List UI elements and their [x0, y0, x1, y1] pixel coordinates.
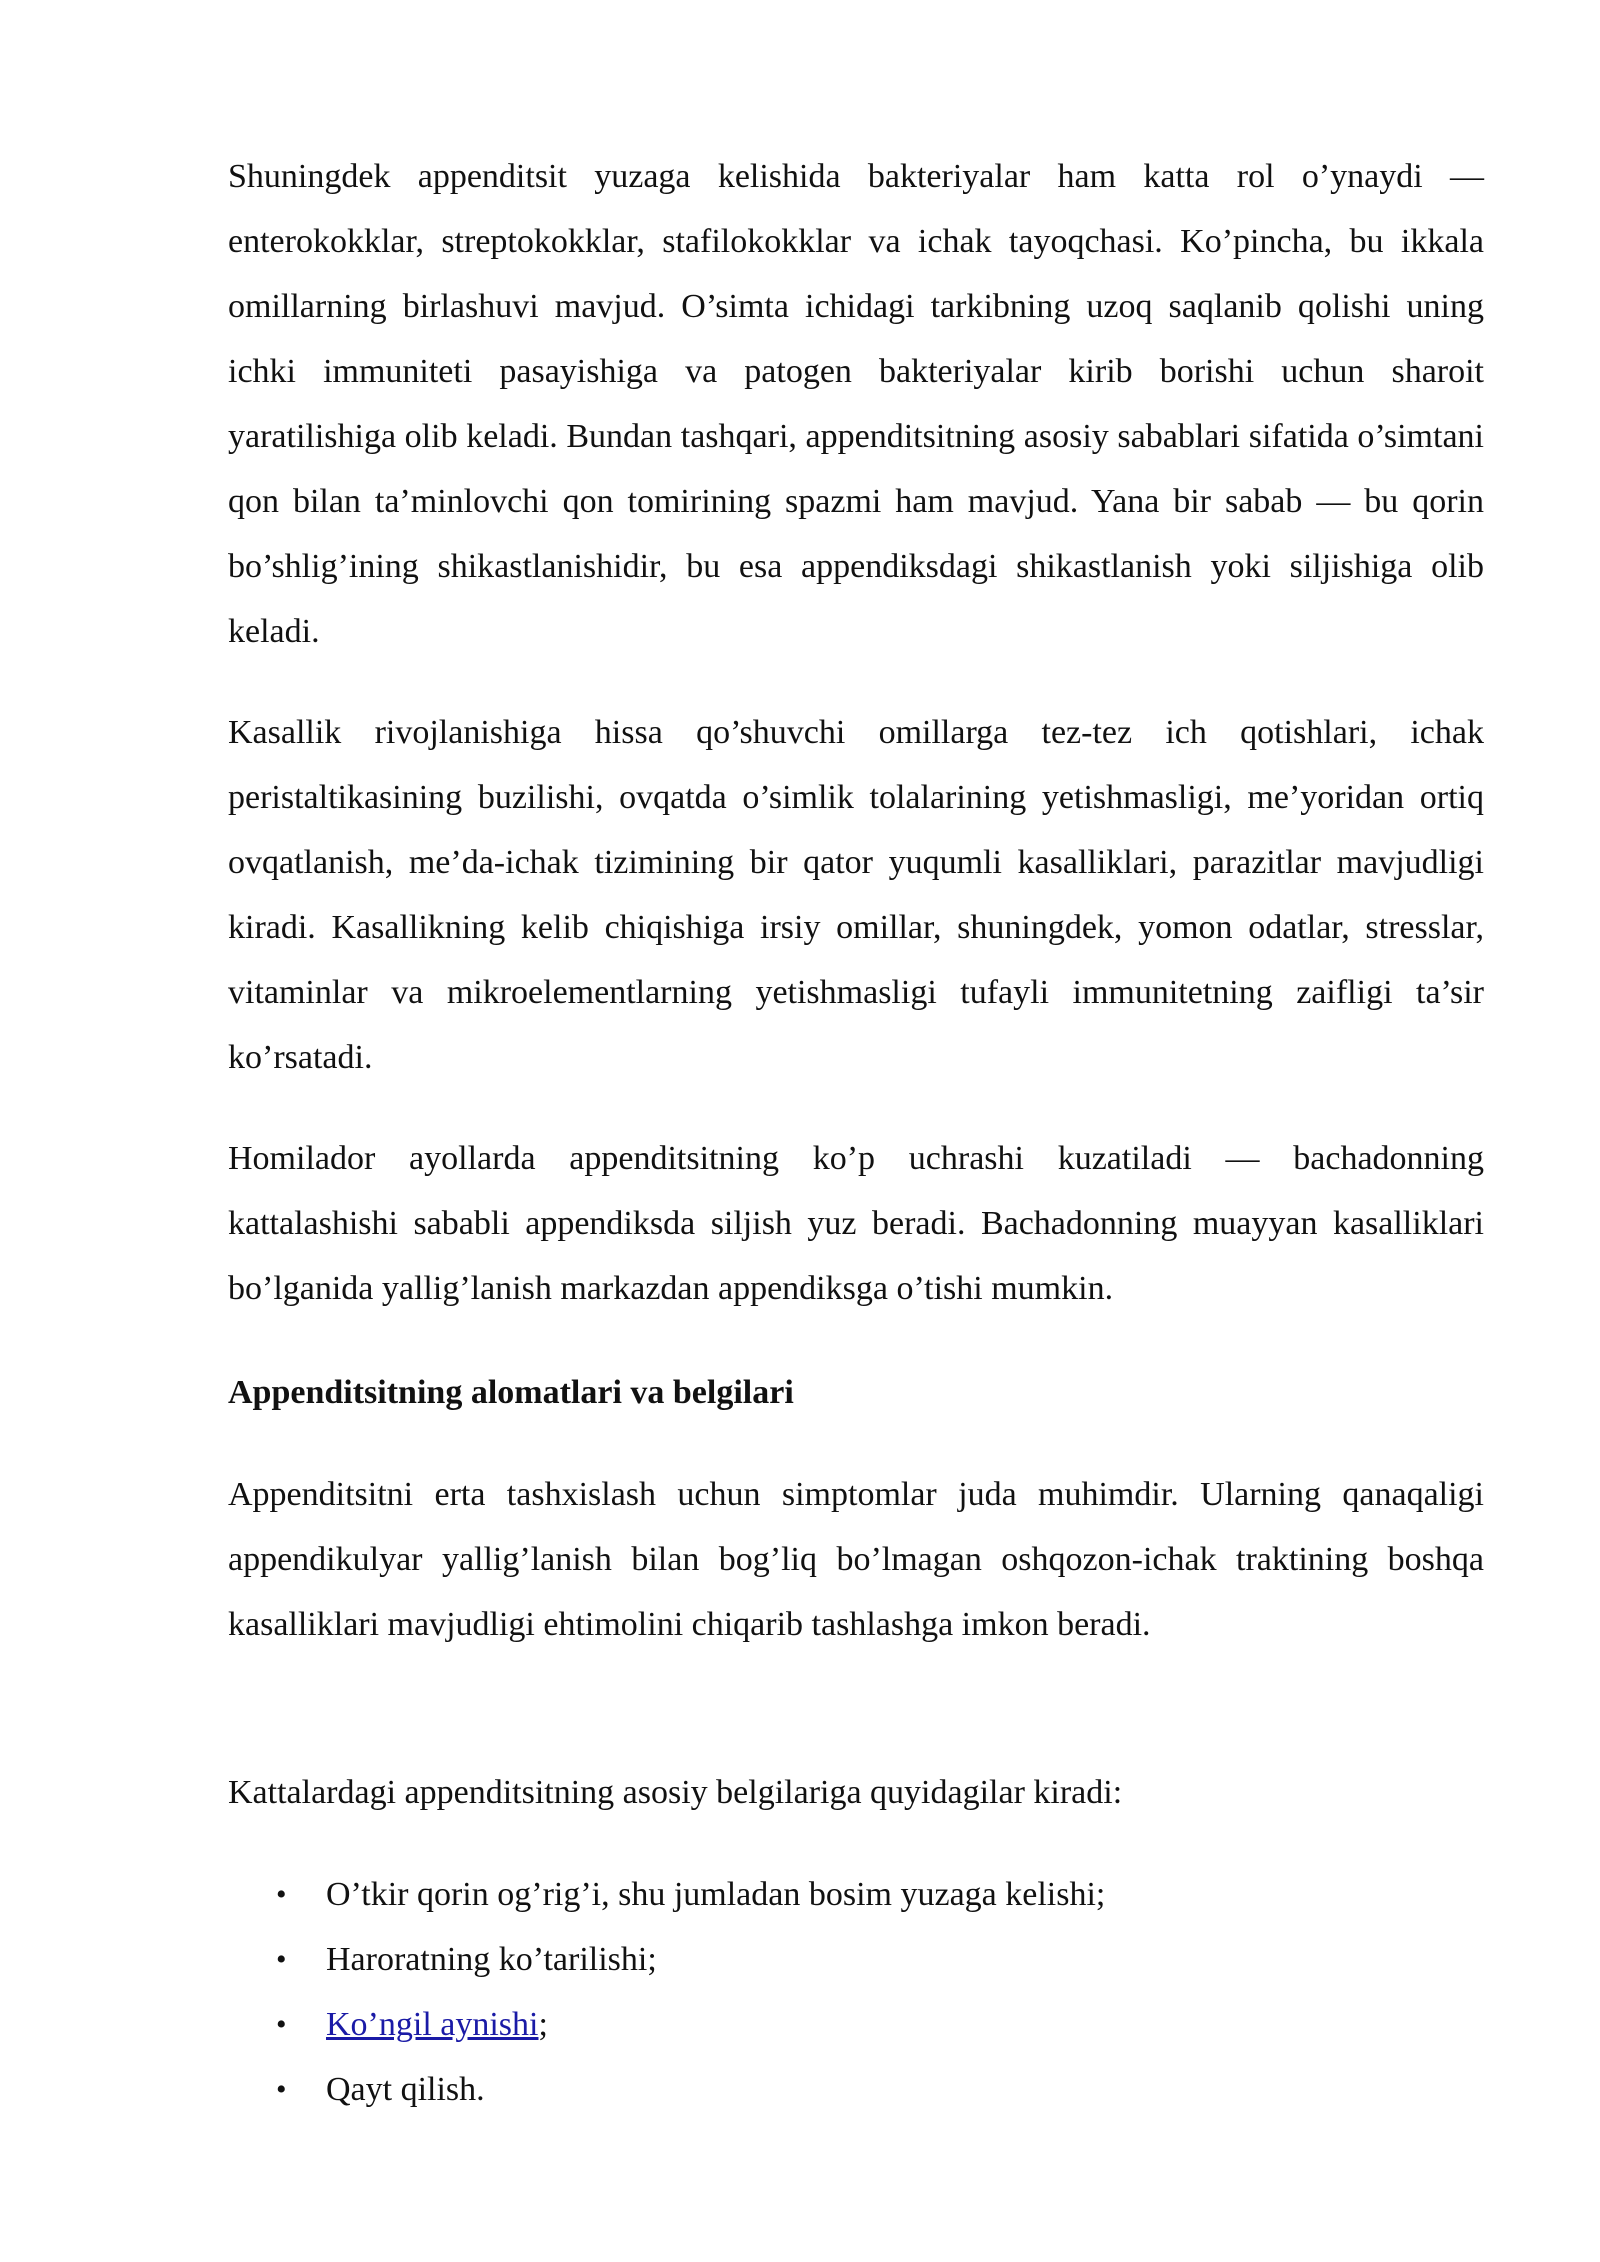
list-item	[228, 2057, 1484, 2122]
paragraph-pregnancy: Homilador ayollarda appenditsitning ko’p uchrashi kuzatiladi — bachadonning kattalashishi sababli appendiksda siljish yuz beradi. Bachadonning muayyan kasalliklari bo’lganida yallig’lanish markazdan appendiksga o’tishi mumkin.	[228, 1140, 1484, 1307]
symptoms-list	[228, 1862, 1484, 2122]
list-item	[228, 1992, 1484, 2057]
list-item	[228, 1927, 1484, 1992]
list-item-text: O’tkir qorin og’rig’i, shu jumladan bosim yuzaga kelishi;	[326, 1876, 1106, 1913]
paragraph-risk-factors: Kasallik rivojlanishiga hissa qo’shuvchi omillarga tez-tez ich qotishlari, ichak peristaltikasining buzilishi, ovqatda o’simlik tolalarining yetishmasligi, me’yoridan ortiq ovqatlanish, me’da-ichak tizimining bir qator yuqumli kasalliklari, parazitlar mavjudligi kiradi. Kasallikning kelib chiqishiga irsiy omillar, shuningdek, yomon odatlar, stresslar, vitaminlar va mikroelementlarning yetishmasligi tufayli immunitetning zaifligi ta’sir ko’rsatadi.	[228, 714, 1484, 1076]
paragraph-list-intro: Kattalardagi appenditsitning asosiy belgilariga quyidagilar kiradi:	[228, 1774, 1123, 1811]
list-item-text: Qayt qilish.	[326, 2071, 485, 2108]
bullet-icon: •	[276, 1878, 287, 1911]
section-heading-symptoms: Appenditsitning alomatlari va belgilari	[228, 1374, 794, 1411]
nausea-link[interactable]: Ko’ngil aynishi	[326, 2006, 539, 2043]
paragraph-causes-bacteria: Shuningdek appenditsit yuzaga kelishida bakteriyalar ham katta rol o’ynaydi — enterokokklar, streptokokklar, stafilokokklar va ichak tayoqchasi. Ko’pincha, bu ikkala omillarning birlashuvi mavjud. O’simta ichidagi tarkibning uzoq saqlanib qolishi uning ichki immuniteti pasayishiga va patogen bakteriyalar kirib borishi uchun sharoit yaratilishiga olib keladi. Bundan tashqari, appenditsitning asosiy sabablari sifatida o’simtani qon bilan ta’minlovchi qon tomirining spazmi ham mavjud. Yana bir sabab — bu qorin bo’shlig’ining shikastlanishidir, bu esa appendiksdagi shikastlanish yoki siljishiga olib keladi.	[228, 158, 1484, 650]
list-item-text: Haroratning ko’tarilishi;	[326, 1941, 657, 1978]
paragraph-early-diagnosis: Appenditsitni erta tashxislash uchun simptomlar juda muhimdir. Ularning qanaqaligi appendikulyar yallig’lanish bilan bog’liq bo’lmagan oshqozon-ichak traktining boshqa kasalliklari mavjudligi ehtimolini chiqarib tashlashga imkon beradi.	[228, 1476, 1484, 1643]
list-item-suffix: ;	[538, 2006, 548, 2043]
bullet-icon: •	[276, 2008, 287, 2041]
bullet-icon: •	[276, 2073, 287, 2106]
bullet-icon: •	[276, 1943, 287, 1976]
list-item	[228, 1862, 1484, 1927]
